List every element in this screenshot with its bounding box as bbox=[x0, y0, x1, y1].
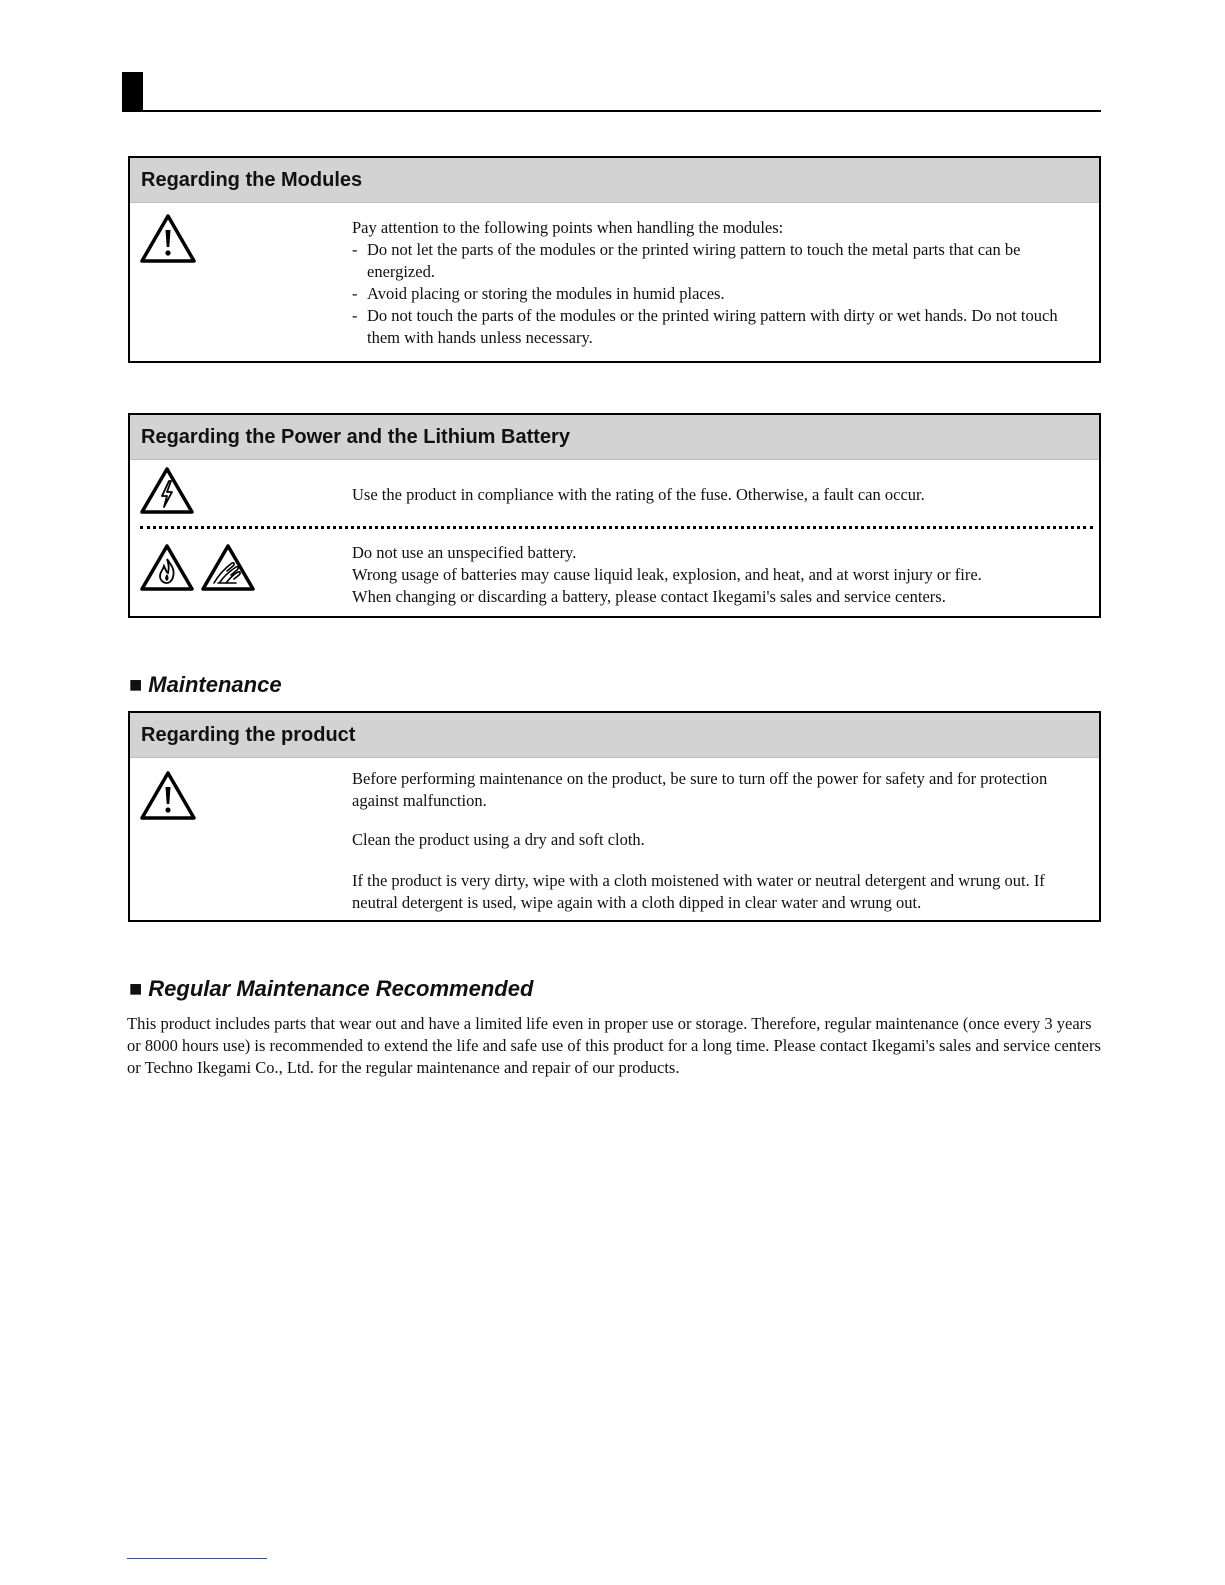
footer-link-underline bbox=[127, 1558, 267, 1559]
regular-maintenance-section-title: ■ Regular Maintenance Recommended bbox=[129, 976, 534, 1001]
fuse-rating-text: Use the product in compliance with the rating of the fuse. Otherwise, a fault can occur. bbox=[352, 485, 925, 504]
power-panel-heading: Regarding the Power and the Lithium Battery bbox=[130, 415, 1099, 460]
battery-text-line: Do not use an unspecified battery. bbox=[352, 543, 577, 562]
fire-hazard-icon bbox=[139, 543, 195, 598]
product-caution-panel bbox=[128, 711, 1101, 922]
power-battery-caution-panel bbox=[128, 413, 1101, 618]
list-item: - Do not let the parts of the modules or the printed wiring pattern to touch the metal parts that can be energized. bbox=[352, 240, 1021, 281]
product-paragraph: Clean the product using a dry and soft cloth. bbox=[352, 830, 645, 849]
hand-injury-icon bbox=[200, 543, 256, 598]
regular-maintenance-body: This product includes parts that wear out and have a limited life even in proper use or storage. Therefore, regular maintenance (once every 3 years or 8000 hours use) is recommended to extend the life and safe use of this product for a long time. Please contact Ikegami's sales and service centers or Techno Ikegami Co., Ltd. for the regular maintenance and repair of our products. bbox=[127, 1014, 1101, 1077]
product-paragraph: If the product is very dirty, wipe with a cloth moistened with water or neutral detergent and wrung out. If neutral detergent is used, wipe again with a cloth dipped in clear water and wrung out. bbox=[352, 871, 1045, 912]
caution-triangle-icon bbox=[139, 770, 197, 827]
electric-shock-icon bbox=[139, 466, 195, 521]
modules-panel-heading: Regarding the Modules bbox=[130, 158, 1099, 203]
list-item: - Avoid placing or storing the modules in humid places. bbox=[352, 284, 725, 303]
modules-intro-text: Pay attention to the following points when handling the modules: bbox=[352, 218, 784, 237]
battery-text-line: When changing or discarding a battery, please contact Ikegami's sales and service centers. bbox=[352, 587, 946, 606]
header-rule bbox=[122, 110, 1101, 112]
battery-text-line: Wrong usage of batteries may cause liquid leak, explosion, and heat, and at worst injury or fire. bbox=[352, 565, 982, 584]
caution-triangle-icon bbox=[139, 213, 197, 270]
product-paragraph: Before performing maintenance on the product, be sure to turn off the power for safety and for protection against malfunction. bbox=[352, 769, 1048, 810]
maintenance-section-title: ■ Maintenance bbox=[129, 672, 282, 697]
list-item: - Do not touch the parts of the modules or the printed wiring pattern with dirty or wet hands. Do not touch them with hands unless necessary. bbox=[352, 306, 1058, 347]
product-panel-heading: Regarding the product bbox=[130, 713, 1099, 758]
header-marker-block bbox=[122, 72, 143, 112]
modules-caution-panel bbox=[128, 156, 1101, 363]
